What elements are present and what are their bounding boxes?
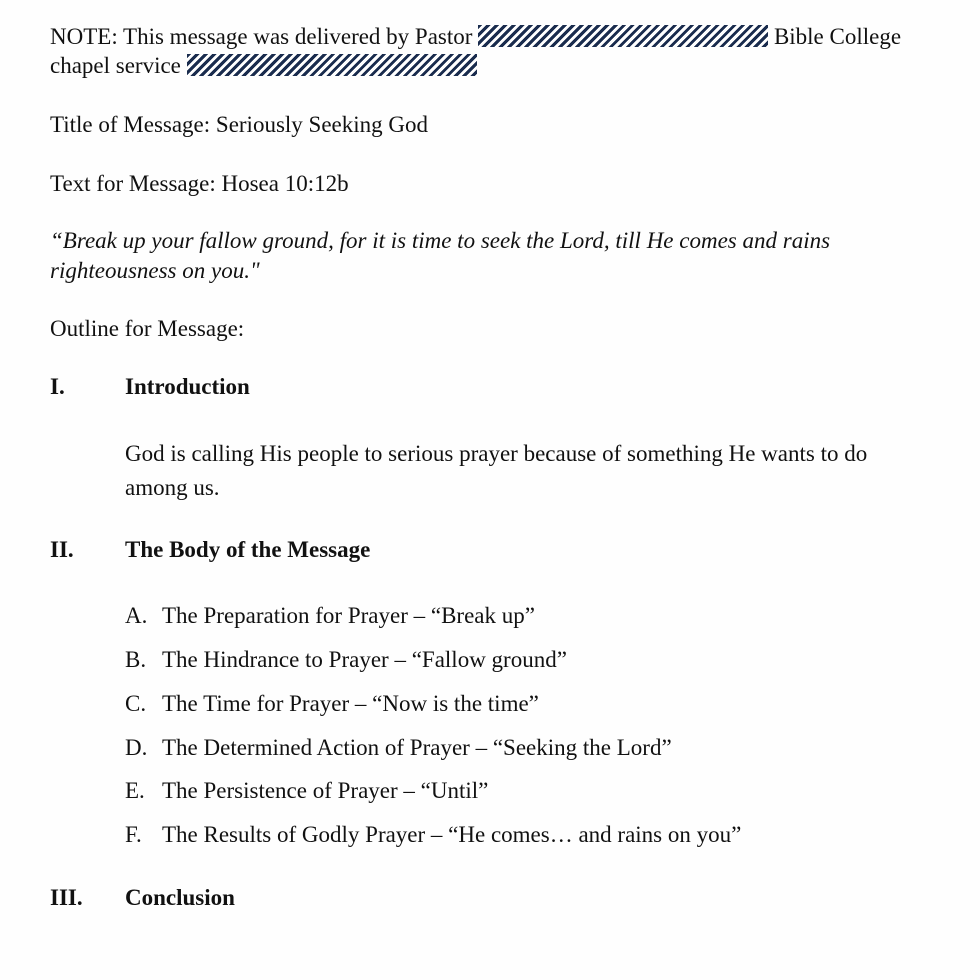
item-letter: E.	[125, 778, 145, 803]
redacted-name-block	[478, 25, 768, 47]
item-text: The Determined Action of Prayer – “Seeking the Lord”	[162, 735, 672, 760]
section-title: The Body of the Message	[125, 537, 371, 562]
note-prefix: NOTE: This message was delivered by Pastor	[50, 24, 473, 49]
outline-heading: Outline for Message:	[50, 316, 245, 341]
item-letter: F.	[125, 822, 142, 847]
section-number: III.	[50, 885, 83, 910]
outline-item-d	[125, 733, 672, 763]
message-text-reference: Text for Message: Hosea 10:12b	[50, 171, 349, 196]
outline-item-f	[125, 820, 741, 850]
item-text: The Preparation for Prayer – “Break up”	[162, 603, 535, 628]
outline-item-e	[125, 776, 488, 806]
item-text: The Time for Prayer – “Now is the time”	[162, 691, 539, 716]
redacted-date-block	[187, 54, 477, 76]
item-text: The Persistence of Prayer – “Until”	[162, 778, 489, 803]
section-title: Conclusion	[125, 885, 235, 910]
section-body-of-message	[50, 535, 370, 565]
item-letter: A.	[125, 603, 148, 628]
section-conclusion	[50, 883, 235, 913]
outline-item-c	[125, 689, 539, 719]
section-number: I.	[50, 374, 65, 399]
item-letter: D.	[125, 735, 148, 760]
scripture-quote-line-2: righteousness on you."	[50, 258, 260, 283]
scripture-quote-line-1: “Break up your fallow ground, for it is time to seek the Lord, till He comes and rains	[50, 228, 831, 253]
note-line-1	[50, 22, 901, 52]
section-title: Introduction	[125, 374, 250, 399]
note-line2-prefix: chapel service	[50, 53, 181, 78]
intro-paragraph	[125, 437, 935, 505]
outline-item-b	[125, 645, 567, 675]
note-line-2	[50, 51, 477, 81]
intro-line-2: among us.	[125, 475, 220, 500]
section-introduction	[50, 372, 250, 402]
item-text: The Hindrance to Prayer – “Fallow ground”	[162, 647, 567, 672]
outline-item-a	[125, 601, 535, 631]
note-suffix: Bible College	[773, 24, 902, 49]
section-number: II.	[50, 537, 74, 562]
item-letter: C.	[125, 691, 147, 716]
item-letter: B.	[125, 647, 147, 672]
intro-line-1: God is calling His people to serious prayer because of something He wants to do	[125, 441, 868, 466]
message-title: Title of Message: Seriously Seeking God	[50, 112, 428, 137]
item-text: The Results of Godly Prayer – “He comes… and rains on you”	[162, 822, 742, 847]
